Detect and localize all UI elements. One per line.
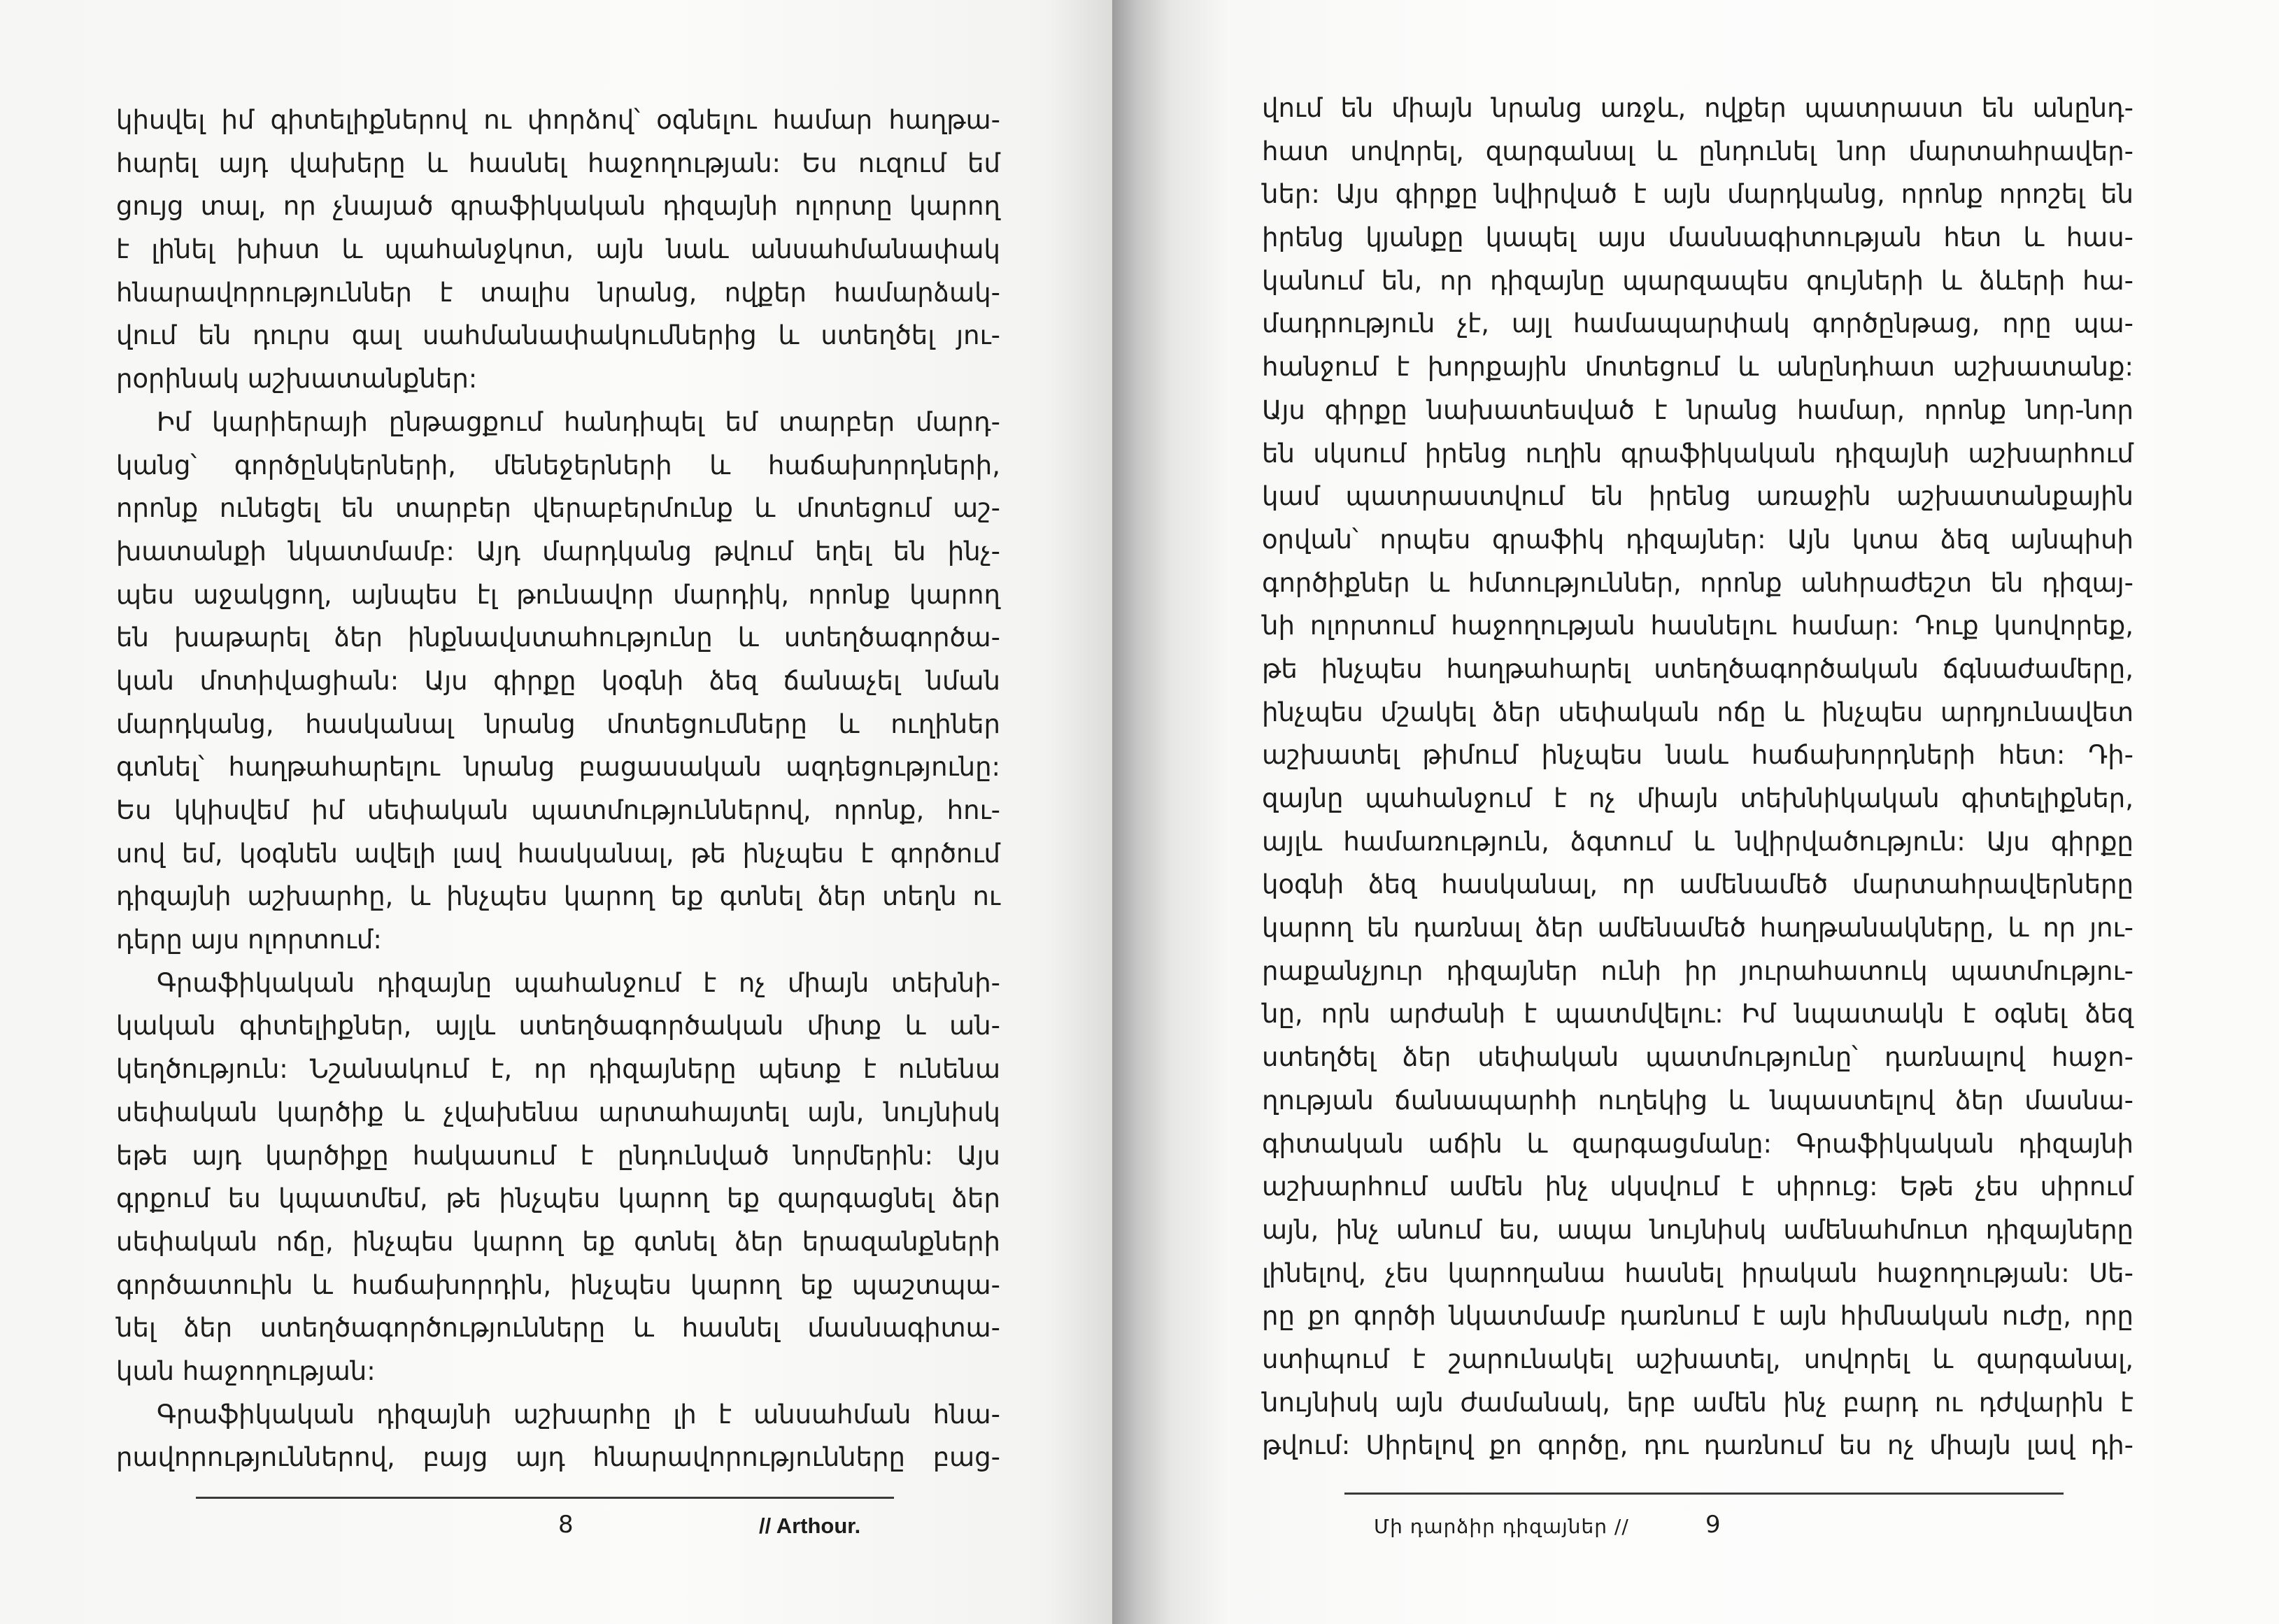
text-line: նել ձեր ստեղծագործությունները և հասնել մասնագիտա- bbox=[116, 1313, 1000, 1344]
text-line: ինչպես մշակել ձեր սեփական ոճը և ինչպես արդյունավետ bbox=[1262, 697, 2134, 727]
text-line: րավորություններով, բայց այդ հնարավորությունները բաց- bbox=[116, 1442, 1000, 1473]
footer-rule bbox=[1344, 1493, 2064, 1495]
text-line: Իմ կարիերայի ընթացքում հանդիպել եմ տարբեր մարդ- bbox=[157, 406, 1000, 437]
running-footer-author: // Arthour. bbox=[759, 1513, 861, 1538]
text-line: դերը այս ոլորտում: bbox=[116, 925, 382, 955]
left-page bbox=[0, 0, 1112, 1624]
text-line: գիտական աճին և զարգացմանը: Գրաֆիկական դիզայնի bbox=[1262, 1128, 2134, 1159]
text-line: մարդկանց, հասկանալ նրանց մոտեցումները և ուղիներ bbox=[116, 708, 1000, 739]
text-line: այլև համառություն, ձգտում և նվիրվածություն: Այս գիրքը bbox=[1262, 826, 2134, 857]
text-line: կիսվել իմ գիտելիքներով ու փորձով՝ օգնելու համար հաղթա- bbox=[116, 105, 1000, 135]
text-line: գրքում ես կպատմեմ, թե ինչպես կարող եք զարգացնել ձեր bbox=[116, 1183, 1000, 1214]
text-line: նույնիսկ այն ժամանակ, երբ ամեն ինչ բարդ ու դժվարին է bbox=[1262, 1387, 2134, 1418]
page-number: 9 bbox=[1705, 1511, 1721, 1539]
text-line: րօրինակ աշխատանքներ: bbox=[116, 364, 478, 394]
text-line: նի ոլորտում հաջողության հասնելու համար: Դուք կսովորեք, bbox=[1262, 611, 2134, 641]
text-line: են սկսում իրենց ուղին գրաֆիկական դիզայնի աշխարհում bbox=[1262, 438, 2134, 469]
text-line: Գրաֆիկական դիզայնի աշխարհը լի է անսահման հնա- bbox=[157, 1399, 1000, 1430]
right-page bbox=[1112, 0, 2279, 1624]
text-line: սեփական ոճը, ինչպես կարող եք գտնել ձեր երազանքների bbox=[116, 1226, 1000, 1257]
text-line: իրենց կյանքը կապել այս մասնագիտության հետ և հաս- bbox=[1262, 222, 2134, 253]
text-line: գործիքներ և հմտություններ, որոնք անհրաժեշտ են դիզայ- bbox=[1262, 567, 2134, 598]
text-line: կան հաջողության: bbox=[116, 1355, 376, 1386]
text-line: ղության ճանապարհի ուղեկից և նպաստելով ձեր մասնա- bbox=[1262, 1085, 2134, 1116]
text-line: աշխատել թիմում ինչպես նաև հաճախորդների հետ: Դի- bbox=[1262, 740, 2134, 771]
text-line: կան մոտիվացիան: Այս գիրքը կօգնի ձեզ ճանաչել նման bbox=[116, 665, 1000, 696]
text-line: ցույց տալ, որ չնայած գրաֆիկական դիզայնի ոլորտը կարող bbox=[116, 191, 1000, 222]
text-line: են խաթարել ձեր ինքնավստահությունը և ստեղծագործա- bbox=[116, 622, 1000, 653]
text-line: կարող են դառնալ ձեր ամենամեծ հաղթանակները, և որ յու- bbox=[1262, 913, 2134, 943]
right-page-body bbox=[1262, 87, 2134, 1467]
text-line: կամ պատրաստվում են իրենց առաջին աշխատանքային bbox=[1262, 481, 2134, 512]
text-line: նը, որն արժանի է պատմվելու: Իմ նպատակն է օգնել ձեզ bbox=[1262, 999, 2134, 1030]
text-line: գտնել՝ հաղթահարելու նրանց բացասական ազդեցությունը: bbox=[116, 752, 1000, 783]
text-line: վում են միայն նրանց առջև, ովքեր պատրաստ են անընդ- bbox=[1262, 93, 2134, 123]
text-line: վում են դուրս գալ սահմանափակումներից և ստեղծել յու- bbox=[116, 320, 1000, 351]
text-line: պես աջակցող, այնպես էլ թունավոր մարդիկ, որոնք կարող bbox=[116, 579, 1000, 610]
text-line: զայնը պահանջում է ոչ միայն տեխնիկական գիտելիքներ, bbox=[1262, 783, 2134, 813]
text-line: Գրաֆիկական դիզայնը պահանջում է ոչ միայն տեխնի- bbox=[157, 967, 1000, 998]
text-line: դիզայնի աշխարհը, և ինչպես կարող եք գտնել ձեր տեղն ու bbox=[116, 881, 1000, 912]
text-line: մադրություն չէ, այլ համապարփակ գործընթաց, որը պա- bbox=[1262, 308, 2134, 339]
text-line: րը քո գործի նկատմամբ դառնում է այն հիմնական ուժը, որը bbox=[1262, 1301, 2134, 1332]
text-line: ներ: Այս գիրքը նվիրված է այն մարդկանց, որոնք որոշել են bbox=[1262, 179, 2134, 210]
text-line: աշխարհում ամեն ինչ սկսվում է սիրուց: Եթե չես սիրում bbox=[1262, 1171, 2134, 1202]
page-number: 8 bbox=[558, 1511, 574, 1539]
running-footer-title: Մի դարձիր դիզայներ // bbox=[1374, 1515, 1629, 1538]
text-line: հանջում է խորքային մոտեցում և անընդհատ աշխատանք: bbox=[1262, 352, 2134, 383]
text-line: կեղծություն: Նշանակում է, որ դիզայները պետք է ունենա bbox=[116, 1054, 1000, 1085]
footer-rule bbox=[196, 1497, 894, 1499]
text-line: ստիպում է շարունակել աշխատել, սովորել և զարգանալ, bbox=[1262, 1344, 2134, 1374]
text-line: Ես կկիսվեմ իմ սեփական պատմություններով, որոնք, հու- bbox=[116, 795, 1000, 825]
text-line: Այս գիրքը նախատեսված է նրանց համար, որոնք նոր-նոր bbox=[1262, 394, 2134, 425]
text-line: խատանքի նկատմամբ: Այդ մարդկանց թվում եղել են ինչ- bbox=[116, 536, 1000, 567]
left-page-body bbox=[116, 99, 1000, 1479]
text-line: թե ինչպես հաղթահարել ստեղծագործական ճգնաժամերը, bbox=[1262, 653, 2134, 684]
text-line: եթե այդ կարծիքը հակասում է ընդունված նորմերին: Այս bbox=[116, 1140, 1000, 1171]
text-line: լինելով, չես կարողանա հասնել իրական հաջողության: Սե- bbox=[1262, 1258, 2134, 1288]
text-line: գործատուին և հաճախորդին, ինչպես կարող եք պաշտպա- bbox=[116, 1269, 1000, 1300]
text-line: հատ սովորել, զարգանալ և ընդունել նոր մարտահրավեր- bbox=[1262, 136, 2134, 166]
text-line: սով եմ, կօգնեն ավելի լավ հասկանալ, թե ինչպես է գործում bbox=[116, 838, 1000, 869]
text-line: այն, ինչ անում ես, ապա նույնիսկ ամենահմուտ դիզայները bbox=[1262, 1214, 2134, 1245]
text-line: րաքանչյուր դիզայներ ունի իր յուրահատուկ պատմությու- bbox=[1262, 955, 2134, 986]
text-line: թվում: Սիրելով քո գործը, դու դառնում ես ոչ միայն լավ դի- bbox=[1262, 1430, 2134, 1461]
text-line: որոնք ունեցել են տարբեր վերաբերմունք և մոտեցում աշ- bbox=[116, 493, 1000, 524]
text-line: է լինել խիստ և պահանջկոտ, այն նաև անսահմանափակ bbox=[116, 234, 1000, 265]
text-line: կօգնի ձեզ հասկանալ, որ ամենամեծ մարտահրավերները bbox=[1262, 869, 2134, 900]
text-line: կանց՝ գործընկերների, մենեջերների և հաճախորդների, bbox=[116, 450, 1000, 480]
text-line: կական գիտելիքներ, այլև ստեղծագործական միտք և ան- bbox=[116, 1011, 1000, 1041]
text-line: ստեղծել ձեր սեփական պատմությունը՝ դառնալով հաջո- bbox=[1262, 1042, 2134, 1073]
text-line: կանում են, որ դիզայնը պարզապես գույների և ձևերի հա- bbox=[1262, 265, 2134, 296]
text-line: սեփական կարծիք և չվախենա արտահայտել այն, նույնիսկ bbox=[116, 1097, 1000, 1127]
text-line: հնարավորություններ է տալիս նրանց, ովքեր համարձակ- bbox=[116, 277, 1000, 308]
text-line: հարել այդ վախերը և հասնել հաջողության: Ես ուզում եմ bbox=[116, 148, 1000, 178]
text-line: օրվան՝ որպես գրաֆիկ դիզայներ: Այն կտա ձեզ այնպիսի bbox=[1262, 524, 2134, 555]
